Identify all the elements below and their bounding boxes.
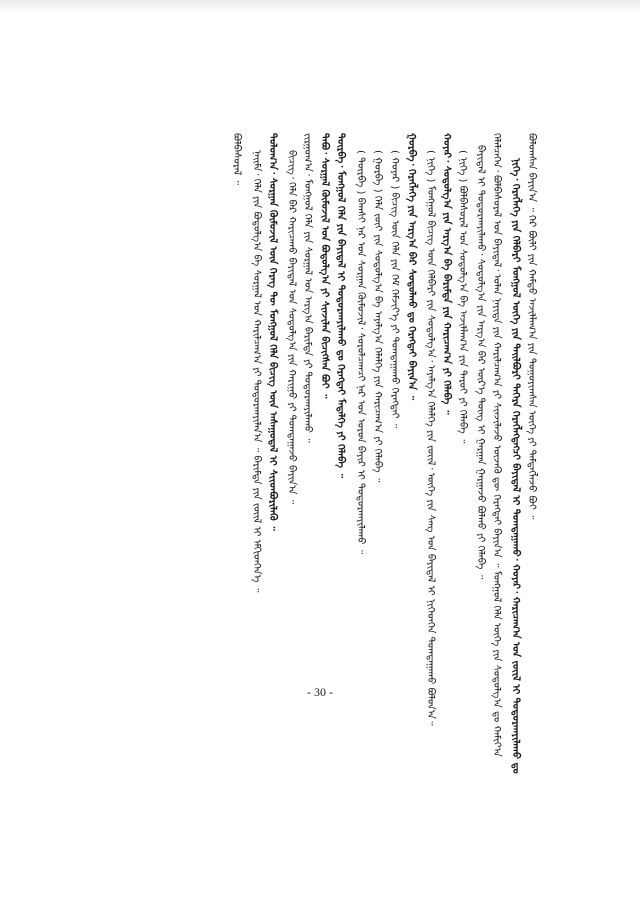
- text-line: ᠪᠣᠯᠤᠭᠰᠠᠨ ᠪᠠᠶᠢᠨ᠎ᠠ ᠃ ᠭᠡᠷ ᠪᠦᠯᠢ ᠶᠢᠨ ᠬᠠᠮᠲᠤ ᠠᠵᠢᠯᠯᠠᠭ᠎ᠠ ᠶᠢᠨ ᠲᠤᠭᠤᠶᠢᠭᠰᠠᠨ ᠦᠭᠡ ᠶᠢ ᠲᠡᠮᠳᠡᠭᠯᠡᠵᠦ ᠪᠣᠢ ᠃: [526, 133, 537, 520]
- text-line: ᠵᠢᠷᠭᠤᠭ᠎ᠠ᠂ ᠮᠣᠩᠭᠣᠯ ᠬᠡᠯᠡ ᠶᠢᠨ ᠰᠤᠷᠭᠠᠯ ᠤᠨ ᠠᠷᠭ᠎ᠠ ᠪᠠᠷᠢᠮᠲᠠ ᠶᠢ ᠲᠣᠳᠣᠷᠬᠠᠶᠢᠯᠠᠬᠤ ᠃: [302, 133, 313, 443]
- text-line: ᠬᠡᠯᠡᠯᠴᠡᠭᠡᠨ᠂ ᠪᠣᠯᠪᠠᠰᠤᠷᠠᠯ ᠤᠨ ᠪᠠᠶᠢᠳᠠᠯ᠂ ᠣᠯᠠᠨ ᠨᠡᠶᠢᠲᠡ ᠶᠢᠨ ᠬᠠᠷᠢᠯᠴᠠᠭ᠎ᠠ ᠶᠢ ᠰᠢᠨᠵᠢᠯᠡᠵᠦ ᠦᠵᠡᠬᠦ ᠳᠦ ᠬᠡᠷᠡᠭᠲᠡᠢ ᠪᠠᠶᠢᠨ᠎ᠠ ᠃ ᠮᠣᠩᠭᠣᠯ ᠬᠡᠯᠡ ᠦᠭᠡ ᠶᠢᠨ ᠰᠤᠳᠤᠯᠭ᠎ᠠ ᠳᠤ ᠬᠠᠮᠢᠶ᠎ᠠ: [491, 133, 502, 757]
- text-line: ᠨᠠᠢᠮᠠ᠂ ᠬᠡᠯᠡ ᠶᠢᠨ ᠪᠣᠳᠣᠯᠭ᠎ᠠ ᠪᠠ ᠰᠤᠷᠭᠠᠯ ᠤᠨ ᠬᠠᠷᠢᠯᠴᠠᠭ᠎ᠠ ᠶᠢ ᠲᠣᠳᠣᠷᠬᠠᠶᠢᠯᠠᠨ᠎ᠠ ᠃ ᠪᠠᠷᠢᠮᠲᠠ ᠶᠢᠨ ᠵᠦᠢᠯ ᠢ ᠡᠮᠬᠢᠳᠬᠡᠨ᠎ᠡ ᠃: [251, 150, 262, 593]
- text-line: ( ᠬᠣᠶᠠᠷ ) ᠪᠢᠴᠢᠭ ᠦᠨ ᠬᠡᠯᠡ ᠶᠢᠨ ᠬᠡᠮ ᠬᠡᠮᠵᠢᠶ᠎ᠡ ᠶᠢ ᠲᠣᠭᠲᠠᠭᠠᠬᠤ ᠬᠡᠷᠡᠭᠲᠡᠢ ᠃: [389, 150, 400, 429]
- text-line: ᠪᠠᠶᠢᠳᠠᠯ ᠢ ᠲᠣᠳᠣᠷᠬᠠᠶᠢᠯᠠᠬᠤ᠂ ᠰᠤᠳᠤᠯᠭ᠎ᠠ ᠶᠢᠨ ᠠᠷᠭ᠎ᠠ ᠪᠠᠷ ᠦᠷ᠎ᠡ ᠳᠦᠩ ᠢ ᠭᠠᠷᠭᠠᠨ ᠭᠠᠷᠭᠠᠵᠤ ᠪᠣᠯᠬᠤ ᠶᠢ ᠬᠡᠯᠡᠪᠡ ᠃: [475, 145, 486, 580]
- scan-shadow: [0, 0, 640, 14]
- text-line: ᠨᠢᠭᠡ᠂ ᠬᠡᠷᠡᠭᠯᠡᠭᠡ ᠶᠢᠨ ᠬᠡᠯᠪᠡᠷᠢ ᠮᠣᠩᠭᠣᠯ ᠦᠭᠡ ᠶᠢᠨ ᠲᠠᠢᠯᠪᠣᠷᠢ ᠳᠡᠭᠡᠷᠡ ᠬᠡᠷᠡᠭᠯᠡᠭᠳᠡᠭᠴᠢ ᠪᠠᠶᠢᠳᠠᠯ ᠢ ᠲᠣᠭᠲᠠᠭᠠᠬᠤ᠂ ᠬᠣᠶᠠᠷ᠂ ᠬᠠᠷᠢᠴᠠᠭ᠎ᠠ ᠤᠨ ᠵᠦᠢᠯ ᠢ ᠲᠣᠳᠣᠷᠬᠠᠶᠢᠯᠠᠬᠤ ᠳᠤ: [510, 158, 521, 774]
- text-line: ( ᠨᠢᠭᠡ ) ᠮᠣᠩᠭᠣᠯ ᠪᠢᠴᠢᠭ ᠦᠨ ᠬᠡᠯᠪᠡᠷᠢ ᠶᠢᠨ ᠰᠤᠳᠤᠯᠭ᠎ᠠ᠂ ᠠᠶᠠᠯᠭ᠎ᠠ ᠬᠡᠯᠡᠯᠭᠡ ᠶᠢᠨ ᠵᠦᠢᠯ᠂ ᠦᠭᠡ ᠶᠢᠨ ᠰᠠᠩ ᠤᠨ ᠪᠠᠶᠢᠳᠠᠯ ᠢ ᠨᠢᠭᠡᠳᠬᠡᠨ ᠲᠣᠭᠲᠠᠭᠠᠬᠤ ᠪᠣᠯᠤᠨ᠎ᠠ᠃: [425, 150, 436, 726]
- text-line: ( ᠭᠤᠷᠪᠠ ) ᠬᠡᠯᠡ ᠵᠦᠢ ᠶᠢᠨ ᠰᠤᠳᠤᠯᠭ᠎ᠠ ᠪᠠ ᠠᠶᠠᠯᠭ᠎ᠠ ᠬᠡᠯᠡᠯᠭᠡ ᠶᠢᠨ ᠬᠠᠷᠢᠴᠠᠭ᠎ᠠ ᠶᠢ ᠬᠡᠯᠡᠪᠡ ᠃: [372, 150, 383, 483]
- text-line: ( ᠳᠥᠷᠪᠡ ) ᠪᠠᠭᠰᠢ ᠨᠠᠷ ᠤᠨ ᠰᠤᠷᠭᠠᠨ ᠬᠥᠮᠦᠵᠢᠯ᠂ ᠰᠤᠷᠤᠯᠴᠠᠭᠴᠢ ᠨᠠᠷ ᠤᠨ ᠤᠷᠤᠨ ᠪᠠᠶᠢᠷ ᠢ ᠲᠣᠳᠣᠷᠬᠠᠶᠢᠯᠠᠬᠤ ᠃: [355, 150, 366, 555]
- text-line: ᠪᠣᠯᠪᠠᠰᠤᠷᠠᠯ ᠃: [231, 133, 242, 185]
- text-line: ᠳᠣᠯᠣᠭ᠎ᠠ᠂ ᠰᠤᠷᠭᠠᠨ ᠬᠦᠮᠦᠵᠢᠯ ᠦᠨ ᠬᠡᠷᠡᠭ ᠲᠦ ᠮᠣᠩᠭᠣᠯ ᠬᠡᠯᠡ ᠪᠢᠴᠢᠭ ᠦᠨ ᠠᠰᠠᠭᠤᠳᠠᠯ ᠢ ᠰᠢᠢᠳᠪᠦᠷᠢᠯᠡᠬᠦ ᠃: [267, 133, 278, 531]
- text-line: ( ᠨᠢᠭᠡ ) ᠪᠣᠯᠪᠠᠰᠤᠷᠠᠯ ᠤᠨ ᠰᠤᠳᠤᠯᠭ᠎ᠠ ᠪᠠ ᠠᠵᠢᠯᠯᠠᠭ᠎ᠠ ᠶᠢᠨ ᠳᠠᠷᠤᠢ ᠶᠢ ᠬᠡᠯᠡᠪᠡ ᠃: [457, 150, 468, 444]
- text-line: ᠲᠠᠪᠤ᠂ ᠰᠤᠷᠭᠠᠯ ᠬᠦᠮᠦᠵᠢᠯ ᠤᠨ ᠪᠣᠳᠣᠯᠭ᠎ᠠ ᠶᠢ ᠰᠢᠨᠵᠢᠯᠡᠨ ᠪᠢᠴᠢᠭᠰᠡᠨ ᠪᠣᠢ ᠃: [319, 133, 330, 399]
- text-line: ᠪᠢᠴᠢᠭ᠂ ᠬᠡᠯᠡ ᠪᠡᠷ ᠬᠠᠷᠢᠴᠠᠬᠤ ᠪᠠᠶᠢᠳᠠᠯ ᠤᠨ ᠰᠤᠳᠤᠯᠭ᠎ᠠ ᠶᠢᠨ ᠬᠠᠷᠢᠭᠤ ᠶᠢ ᠲᠣᠭᠲᠠᠭᠠᠵᠤ ᠪᠠᠶᠢᠨ᠎ᠠ ᠃: [286, 150, 297, 505]
- text-line: ᠬᠣᠶᠠᠷ᠂ ᠰᠤᠳᠤᠯᠭ᠎ᠠ ᠶᠢᠨ ᠠᠷᠭ᠎ᠠ ᠪᠠ ᠪᠠᠷᠢᠮᠲᠠ ᠶᠢᠨ ᠬᠠᠷᠢᠴᠠᠭ᠎ᠠ ᠶᠢ ᠬᠡᠯᠡᠪᠡ ᠃: [441, 133, 452, 415]
- text-line: ᠳᠥᠷᠪᠡ᠂ ᠮᠣᠩᠭᠣᠯ ᠬᠡᠯᠡ ᠶᠢᠨ ᠪᠠᠶᠢᠳᠠᠯ ᠢ ᠲᠣᠳᠣᠷᠬᠠᠶᠢᠯᠠᠬᠤ ᠳᠤ ᠬᠡᠷᠡᠭᠲᠡᠢ ᠮᠡᠳᠡᠯᠭᠡ ᠶᠢ ᠬᠡᠯᠡᠪᠡ ᠃: [335, 133, 346, 479]
- text-line: ᠭᠤᠷᠪᠠ᠂ ᠬᠡᠷᠡᠭᠯᠡᠭᠡ ᠶᠢᠨ ᠠᠷᠭ᠎ᠠ ᠪᠠᠷ ᠰᠤᠳᠤᠯᠬᠤ ᠳᠤ ᠬᠡᠷᠡᠭᠲᠡᠢ ᠪᠠᠶᠢᠨ᠎ᠠ ᠃: [406, 133, 417, 401]
- page-number: - 30 -: [307, 685, 333, 699]
